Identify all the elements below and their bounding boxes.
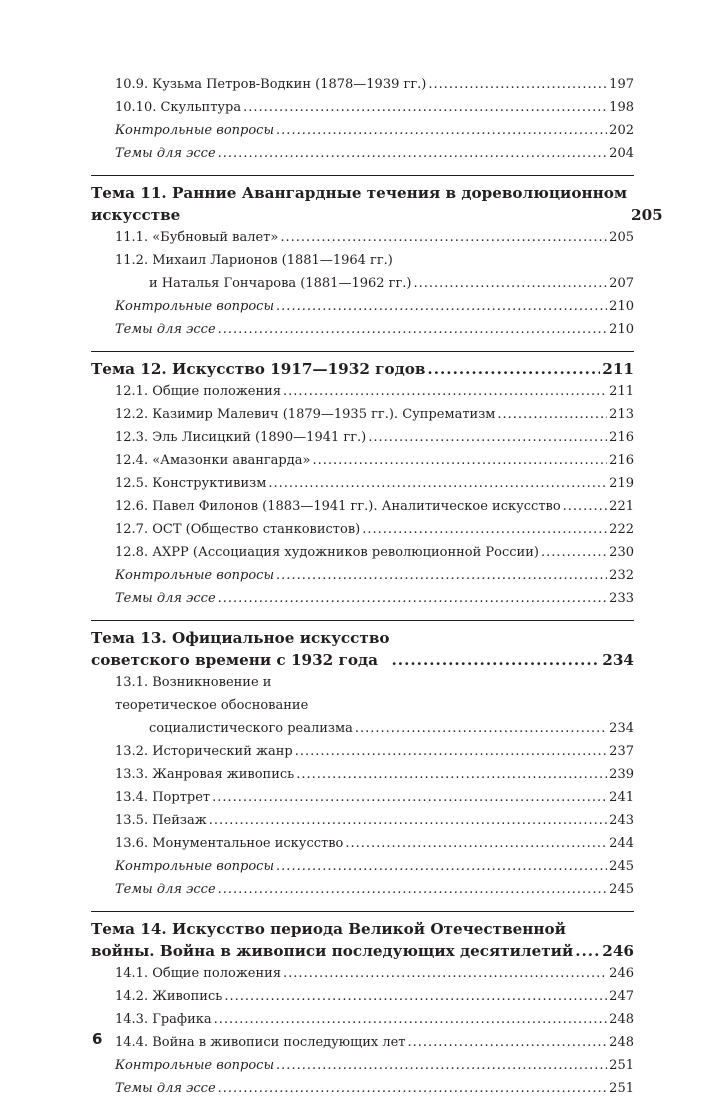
entry-page: 239 bbox=[609, 767, 634, 782]
dot-leader bbox=[345, 832, 607, 855]
entry-page: 234 bbox=[609, 721, 634, 736]
dot-leader bbox=[218, 318, 608, 341]
dot-leader bbox=[212, 786, 607, 809]
entry-page: 232 bbox=[609, 568, 634, 583]
entry-page: 251 bbox=[609, 1058, 634, 1073]
entry-page: 198 bbox=[609, 100, 634, 115]
entry-label: 12.7. ОСТ (Общество станковистов) bbox=[115, 522, 361, 537]
entry-label-line-1: 11.2. Михаил Ларионов (1881—1964 гг.) bbox=[115, 253, 393, 268]
entry-label: 10.10. Скульптура bbox=[115, 100, 242, 115]
entry-label: Темы для эссе bbox=[115, 1081, 216, 1096]
entry-label: 12.6. Павел Филонов (1883—1941 гг.). Аналитическое искусство bbox=[115, 499, 561, 514]
toc-entry-control-questions[interactable] bbox=[91, 855, 634, 878]
dot-leader bbox=[218, 1077, 608, 1100]
toc-topic-11[interactable] bbox=[91, 175, 663, 226]
entry-label: 13.4. Портрет bbox=[115, 790, 211, 805]
dot-leader bbox=[296, 763, 607, 786]
entry-label: Темы для эссе bbox=[115, 146, 216, 161]
entry-label-line-1: 13.1. Возникновение и теоретическое обоснование bbox=[115, 675, 309, 713]
dot-leader bbox=[276, 295, 607, 318]
toc-entry-14-2[interactable] bbox=[91, 985, 634, 1008]
dot-leader bbox=[224, 985, 607, 1008]
topic-title-line-2: искусстве bbox=[91, 206, 181, 224]
entry-page: 244 bbox=[609, 836, 634, 851]
entry-page: 247 bbox=[609, 989, 634, 1004]
toc-entry-11-1[interactable] bbox=[91, 226, 634, 249]
entry-label: 12.4. «Амазонки авангарда» bbox=[115, 453, 311, 468]
entry-label bbox=[115, 249, 412, 295]
dot-leader bbox=[414, 272, 608, 295]
entry-page: 219 bbox=[609, 476, 634, 491]
toc-entry-13-3[interactable] bbox=[91, 763, 634, 786]
toc-topic-13[interactable] bbox=[91, 620, 634, 671]
toc-entry-13-2[interactable] bbox=[91, 740, 634, 763]
entry-label: 13.3. Жанровая живопись bbox=[115, 767, 295, 782]
entry-label: 13.2. Исторический жанр bbox=[115, 744, 293, 759]
dot-leader bbox=[218, 142, 608, 165]
toc-entry-essay-topics[interactable] bbox=[91, 142, 634, 165]
entry-label: 13.5. Пейзаж bbox=[115, 813, 207, 828]
toc-entry-10-9[interactable] bbox=[91, 73, 634, 96]
topic-title bbox=[91, 182, 627, 226]
dot-leader bbox=[280, 226, 607, 249]
toc-entry-essay-topics[interactable] bbox=[91, 587, 634, 610]
entry-label: 12.5. Конструктивизм bbox=[115, 476, 267, 491]
entry-label: 14.3. Графика bbox=[115, 1012, 212, 1027]
topic-page: 205 bbox=[631, 206, 663, 224]
topic-page: 211 bbox=[602, 360, 634, 378]
dot-leader bbox=[362, 518, 607, 541]
dot-leader bbox=[575, 940, 600, 962]
entry-label: Контрольные вопросы bbox=[115, 1058, 275, 1073]
entry-label: Контрольные вопросы bbox=[115, 859, 275, 874]
entry-label bbox=[115, 671, 353, 740]
topic-page: 246 bbox=[602, 942, 634, 960]
toc-entry-12-7[interactable] bbox=[91, 518, 634, 541]
entry-label-line-2: социалистического реализма bbox=[149, 721, 353, 736]
entry-page: 204 bbox=[609, 146, 634, 161]
dot-leader bbox=[428, 73, 607, 96]
entry-label: 12.3. Эль Лисицкий (1890—1941 гг.) bbox=[115, 430, 367, 445]
entry-label: Контрольные вопросы bbox=[115, 568, 275, 583]
entry-label: 10.9. Кузьма Петров-Водкин (1878—1939 гг.) bbox=[115, 77, 427, 92]
entry-label: 14.1. Общие положения bbox=[115, 966, 282, 981]
entry-label: 13.6. Монументальное искусство bbox=[115, 836, 344, 851]
toc-entry-12-8[interactable] bbox=[91, 541, 634, 564]
dot-leader bbox=[243, 96, 607, 119]
toc-entry-control-questions[interactable] bbox=[91, 564, 634, 587]
entry-label: 14.4. Война в живописи последующих лет bbox=[115, 1035, 406, 1050]
dot-leader bbox=[541, 541, 607, 564]
entry-label: 14.2. Живопись bbox=[115, 989, 223, 1004]
topic-title-line-1: Тема 12. Искусство 1917—1932 годов bbox=[91, 360, 426, 378]
toc-entry-11-2[interactable] bbox=[91, 249, 634, 295]
toc-entry-10-10[interactable] bbox=[91, 96, 634, 119]
entry-page: 210 bbox=[609, 322, 634, 337]
dot-leader bbox=[283, 380, 607, 403]
toc-entry-essay-topics[interactable] bbox=[91, 318, 634, 341]
entry-page: 211 bbox=[609, 384, 634, 399]
dot-leader bbox=[214, 1008, 608, 1031]
entry-page: 248 bbox=[609, 1035, 634, 1050]
toc-topic-14[interactable] bbox=[91, 911, 634, 962]
entry-label: Темы для эссе bbox=[115, 591, 216, 606]
dot-leader bbox=[276, 119, 607, 142]
entry-page: 233 bbox=[609, 591, 634, 606]
toc-entry-12-5[interactable] bbox=[91, 472, 634, 495]
dot-leader bbox=[312, 449, 607, 472]
toc-entry-14-1[interactable] bbox=[91, 962, 634, 985]
dot-leader bbox=[368, 426, 607, 449]
entry-label: 12.8. АХРР (Ассоциация художников революционной России) bbox=[115, 545, 539, 560]
topic-title-line-1: Тема 14. Искусство периода Великой Отечественной bbox=[91, 920, 566, 938]
entry-page: 241 bbox=[609, 790, 634, 805]
toc-entry-12-3[interactable] bbox=[91, 426, 634, 449]
dot-leader bbox=[268, 472, 607, 495]
toc-entry-control-questions[interactable] bbox=[91, 295, 634, 318]
entry-label: Контрольные вопросы bbox=[115, 299, 275, 314]
dot-leader bbox=[427, 358, 600, 380]
entry-page: 216 bbox=[609, 430, 634, 445]
dot-leader bbox=[407, 1031, 607, 1054]
entry-page: 251 bbox=[609, 1081, 634, 1096]
entry-label: 11.1. «Бубновый валет» bbox=[115, 230, 279, 245]
entry-page: 237 bbox=[609, 744, 634, 759]
entry-page: 207 bbox=[609, 276, 634, 291]
toc-entry-13-6[interactable] bbox=[91, 832, 634, 855]
topic-title-line-1: Тема 11. Ранние Авангардные течения в дореволюционном bbox=[91, 184, 628, 202]
topic-title-line-1: Тема 13. Официальное искусство bbox=[91, 629, 390, 647]
dot-leader bbox=[276, 1054, 607, 1077]
topic-title bbox=[91, 918, 573, 962]
entry-page: 202 bbox=[609, 123, 634, 138]
entry-page: 230 bbox=[609, 545, 634, 560]
toc-entry-12-1[interactable] bbox=[91, 380, 634, 403]
toc-entry-13-1[interactable] bbox=[91, 671, 634, 740]
toc-entry-12-6[interactable] bbox=[91, 495, 634, 518]
entry-page: 245 bbox=[609, 882, 634, 897]
dot-leader bbox=[355, 717, 607, 740]
dot-leader bbox=[276, 855, 607, 878]
entry-page: 248 bbox=[609, 1012, 634, 1027]
entry-page: 222 bbox=[609, 522, 634, 537]
toc-topic-12[interactable] bbox=[91, 351, 634, 380]
topic-title-line-2: войны. Война в живописи последующих десятилетий bbox=[91, 942, 574, 960]
dot-leader bbox=[295, 740, 607, 763]
toc-entry-control-questions[interactable] bbox=[91, 119, 634, 142]
entry-page: 246 bbox=[609, 966, 634, 981]
toc-entry-essay-topics[interactable] bbox=[91, 878, 634, 901]
entry-page: 221 bbox=[609, 499, 634, 514]
toc-entry-13-5[interactable] bbox=[91, 809, 634, 832]
table-of-contents bbox=[91, 73, 663, 1100]
entry-page: 210 bbox=[609, 299, 634, 314]
dot-leader bbox=[218, 587, 608, 610]
entry-label: Темы для эссе bbox=[115, 322, 216, 337]
entry-label: 12.1. Общие положения bbox=[115, 384, 282, 399]
entry-page: 213 bbox=[609, 407, 634, 422]
toc-entry-control-questions[interactable] bbox=[91, 1054, 634, 1077]
entry-label: Контрольные вопросы bbox=[115, 123, 275, 138]
toc-entry-14-3[interactable] bbox=[91, 1008, 634, 1031]
dot-leader bbox=[497, 403, 607, 426]
dot-leader bbox=[209, 809, 607, 832]
toc-entry-13-4[interactable] bbox=[91, 786, 634, 809]
entry-page: 245 bbox=[609, 859, 634, 874]
topic-title bbox=[91, 627, 390, 671]
dot-leader bbox=[563, 495, 608, 518]
toc-entry-essay-topics[interactable] bbox=[91, 1077, 634, 1100]
entry-label: 12.2. Казимир Малевич (1879—1935 гг.). Супрематизм bbox=[115, 407, 496, 422]
dot-leader bbox=[218, 878, 608, 901]
toc-entry-12-4[interactable] bbox=[91, 449, 634, 472]
entry-label: Темы для эссе bbox=[115, 882, 216, 897]
topic-page: 234 bbox=[602, 651, 634, 669]
topic-title bbox=[91, 358, 425, 380]
dot-leader bbox=[392, 649, 601, 671]
entry-label-line-2: и Наталья Гончарова (1881—1962 гг.) bbox=[149, 276, 412, 291]
dot-leader bbox=[283, 962, 607, 985]
page-number: 6 bbox=[92, 1030, 103, 1048]
toc-entry-14-4[interactable] bbox=[91, 1031, 634, 1054]
dot-leader bbox=[276, 564, 607, 587]
entry-page: 216 bbox=[609, 453, 634, 468]
topic-title-line-2: советского времени с 1932 года bbox=[91, 651, 378, 669]
entry-page: 197 bbox=[609, 77, 634, 92]
entry-page: 243 bbox=[609, 813, 634, 828]
entry-page: 205 bbox=[609, 230, 634, 245]
toc-entry-12-2[interactable] bbox=[91, 403, 634, 426]
